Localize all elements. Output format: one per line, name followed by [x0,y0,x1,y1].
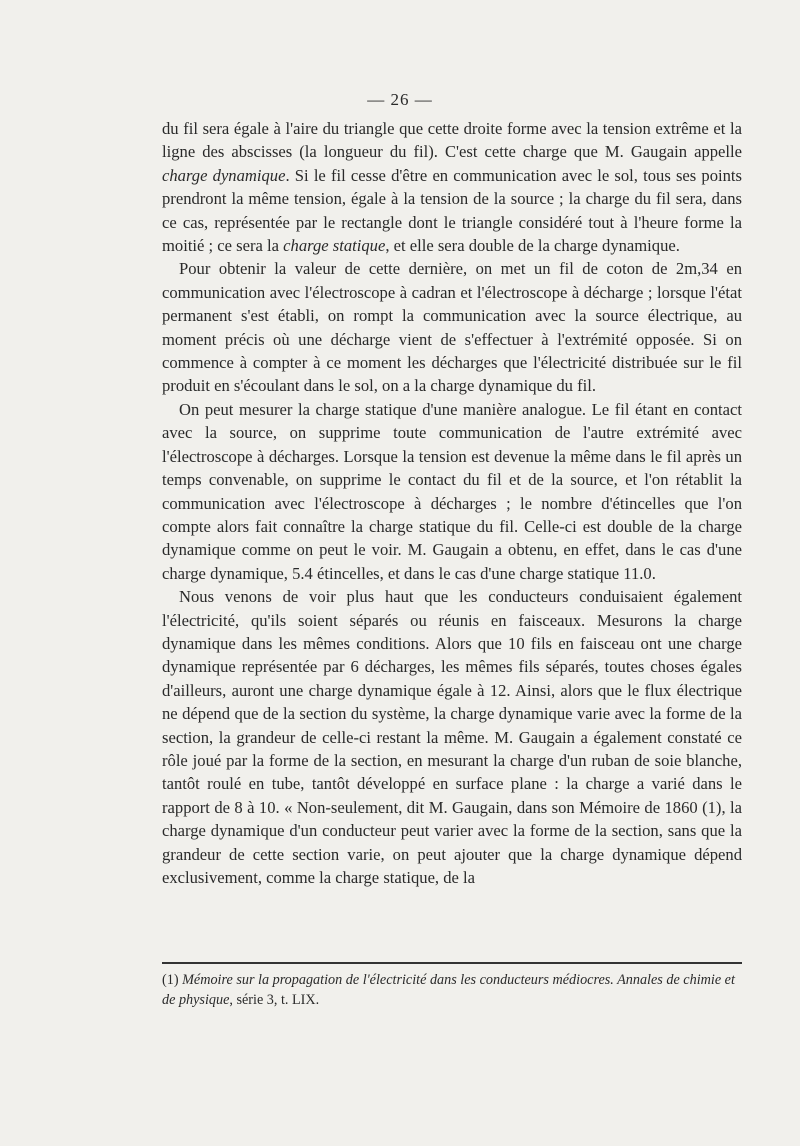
paragraph [162,117,742,257]
text-run: , et elle sera double de la charge dynamique. [385,236,680,256]
text-run: du fil sera égale à l'aire du triangle que cette droite forme avec la tension extrême et la ligne des abscisses (la longueur du fil). C'est cette charge que M. Gaugain appelle [162,119,742,162]
page-number: — 26 — [367,90,433,109]
footnote-text: , série 3, t. LIX. [229,992,320,1008]
italic-term: charge dynamique [162,165,286,185]
italic-term: charge statique [283,236,386,256]
footnote-title: Mémoire sur la propagation de l'électricité dans les conducteurs médiocres. Annales de chimie et de physique [162,972,735,1008]
footnote-rule [162,962,742,964]
body-text [162,117,742,889]
footnote [162,970,742,1010]
paragraph [162,398,742,585]
paragraph [162,585,742,889]
text-run: . Si le fil cesse d'être en communication avec le sol, tous ses points prendront la même tension, égale à la tension de la source ; la charge du fil sera, dans ce cas, représentée par le rectangle dont le triangle considéré tout à l'heure forme la moitié ; ce sera la [162,165,742,256]
text-run: On peut mesurer la charge statique d'une manière analogue. Le fil étant en contact avec la source, on supprime toute communication de l'autre extrémité avec l'électroscope à décharges. Lorsque la tension est devenue la même dans le fil après un temps convenable, on supprime le contact du fil et de la source, et l'on rétablit la communication avec l'électroscope à décharges ; le nombre d'étincelles que l'on compte alors fait connaître la charge statique du fil. Celle-ci est double de la charge dynamique comme on peut le voir. M. Gaugain a obtenu, en effet, dans le cas d'une charge dynamique, 5.4 étincelles, et dans le cas d'une charge statique 11.0. [162,399,742,583]
footnote-text: (1) [162,972,183,988]
paragraph [162,257,742,397]
text-run: Pour obtenir la valeur de cette dernière, on met un fil de coton de 2m,34 en communication avec l'électroscope à cadran et l'électroscope à décharge ; lorsque l'état permanent s'est établi, on rompt la communication avec la source électrique, au moment précis où une décharge vient de s'effectuer à l'extrémité opposée. Si on commence à compter à ce moment les décharges que l'électricité distribuée sur le fil produit en s'écoulant dans le sol, on a la charge dynamique du fil. [162,259,742,396]
text-run: Nous venons de voir plus haut que les conducteurs conduisaient également l'électricité, qu'ils soient séparés ou réunis en faisceaux. Mesurons la charge dynamique dans les mêmes conditions. Alors que 10 fils en faisceau ont une charge dynamique représentée par 6 décharges, les mêmes fils séparés, toutes choses égales d'ailleurs, auront une charge dynamique égale à 12. Ainsi, alors que le flux électrique ne dépend que de la section du système, la charge dynamique varie avec la forme de la section, la grandeur de celle-ci restant la même. M. Gaugain a également constaté ce rôle joué par la forme de la section, en mesurant la charge d'un ruban de soie blanche, tantôt roulé en tube, tantôt développé en surface plane : la charge a varié dans le rapport de 8 à 10. « Non-seulement, dit M. Gaugain, dans son Mémoire de 1860 (1), la charge dynamique d'un conducteur peut varier avec la forme de la section, sans que la grandeur de cette section varie, on peut ajouter que la charge dynamique dépend exclusivement, comme la charge statique, de la [162,587,742,887]
